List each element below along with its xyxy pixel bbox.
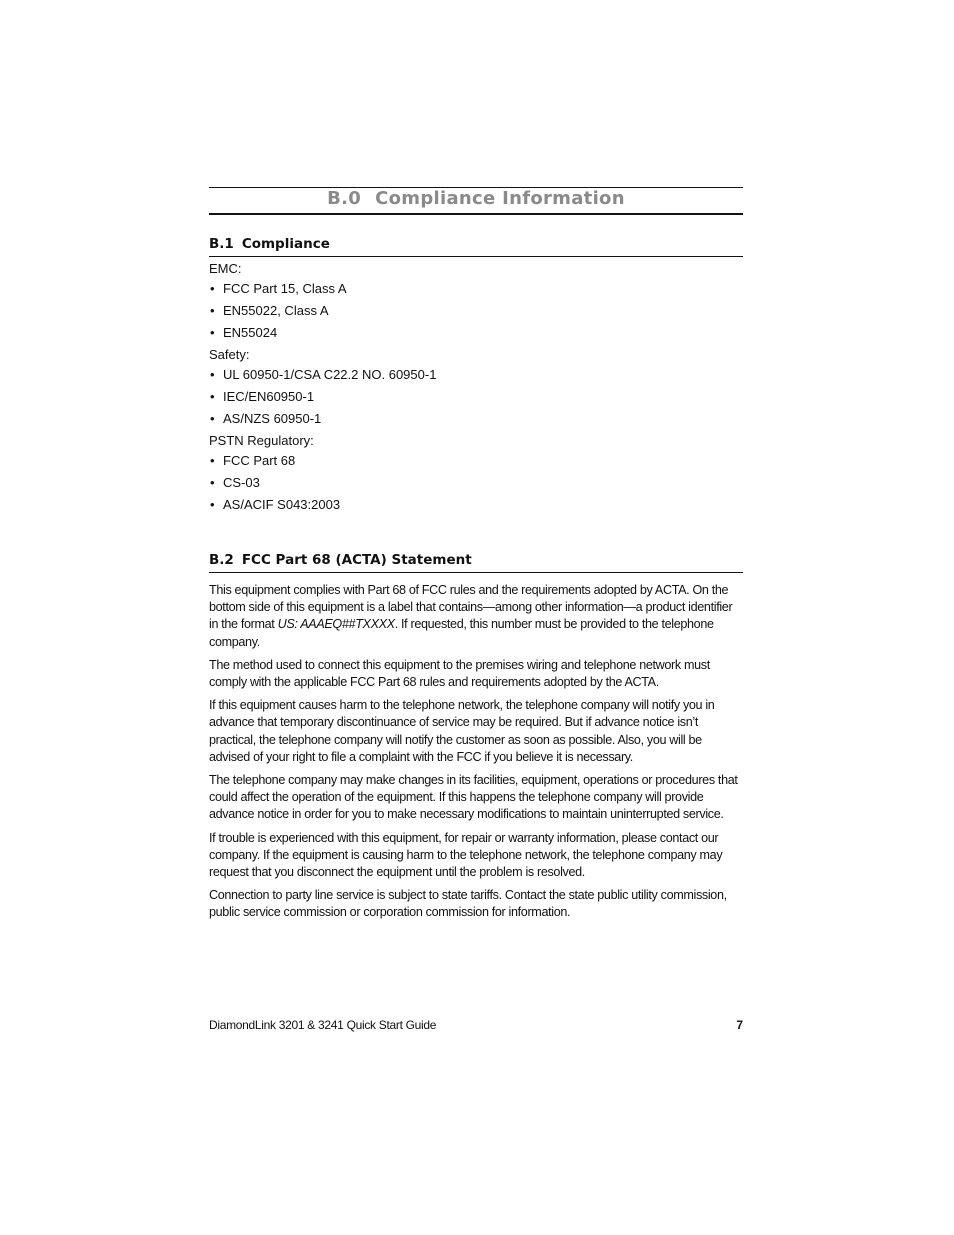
paragraph: The telephone company may make changes in its facilities, equipment, operations or procedures that could affect the operation of the equipment. If this happens the telephone company will provide advance notice in order for you to make necessary modifications to maintain uninterrupted service.: [209, 773, 738, 822]
paragraph-text: . If requested, this number must be provided to the telephone company.: [209, 617, 714, 649]
section-b1-title: Compliance: [241, 236, 330, 252]
safety-group: [209, 347, 743, 427]
section-b2-body: [209, 582, 743, 922]
list-item: • EN55024: [209, 325, 743, 341]
pstn-list: [209, 453, 743, 513]
paragraph-text: This equipment complies with Part 68 of FCC rules and the requirements adopted by ACTA. On the bottom side of this equipment is a label that contains—among other information—a product identifier in the format: [209, 583, 733, 632]
pstn-group: [209, 433, 743, 513]
section-b2-title: FCC Part 68 (ACTA) Statement: [241, 552, 472, 568]
list-item: • AS/NZS 60950-1: [209, 411, 743, 427]
section-b1: [209, 235, 743, 519]
paragraph: [209, 582, 743, 651]
section-b2-heading: [209, 551, 743, 573]
chapter-number: B.0: [327, 188, 362, 209]
safety-list: [209, 367, 743, 427]
list-item: • CS-03: [209, 475, 743, 491]
chapter-heading: [209, 188, 743, 210]
product-identifier-format: US: AAAEQ##TXXXX: [277, 617, 395, 632]
chapter-bottom-rule: [209, 213, 743, 215]
paragraph: If this equipment causes harm to the telephone network, the telephone company will notify you in advance that temporary discontinuance of service may be required. But if advance notice isn’t practical, the telephone company will notify the customer as soon as possible. Also, you will be advised of your right to file a complaint with the FCC if you believe it is necessary.: [209, 698, 715, 764]
list-item: • FCC Part 68: [209, 453, 743, 469]
section-b1-number: B.1: [209, 236, 234, 252]
group-label-emc: EMC:: [209, 261, 242, 276]
list-item: • UL 60950-1/CSA C22.2 NO. 60950-1: [209, 367, 743, 383]
list-item: • EN55022, Class A: [209, 303, 743, 319]
list-item: • IEC/EN60950-1: [209, 389, 743, 405]
group-label-pstn: PSTN Regulatory:: [209, 433, 314, 448]
chapter-title: Compliance Information: [375, 188, 625, 209]
paragraph: Connection to party line service is subject to state tariffs. Contact the state public utility commission, public service commission or corporation commission for information.: [209, 888, 727, 920]
section-b2: [209, 551, 743, 928]
emc-list: [209, 281, 743, 341]
section-b1-heading: [209, 235, 743, 257]
paragraph: The method used to connect this equipment to the premises wiring and telephone network must comply with the applicable FCC Part 68 rules and requirements adopted by the ACTA.: [209, 657, 710, 690]
footer-document-title: DiamondLink 3201 & 3241 Quick Start Guide: [209, 1018, 437, 1032]
section-b2-number: B.2: [209, 552, 234, 568]
list-item: • FCC Part 15, Class A: [209, 281, 743, 297]
page-number: 7: [736, 1018, 743, 1032]
paragraph: If trouble is experienced with this equipment, for repair or warranty information, please contact our company. If the equipment is causing harm to the telephone network, the telephone company may request that you disconnect the equipment until the problem is resolved.: [209, 830, 723, 880]
list-item: • AS/ACIF S043:2003: [209, 497, 743, 513]
emc-group: [209, 261, 743, 341]
group-label-safety: Safety:: [209, 347, 250, 362]
